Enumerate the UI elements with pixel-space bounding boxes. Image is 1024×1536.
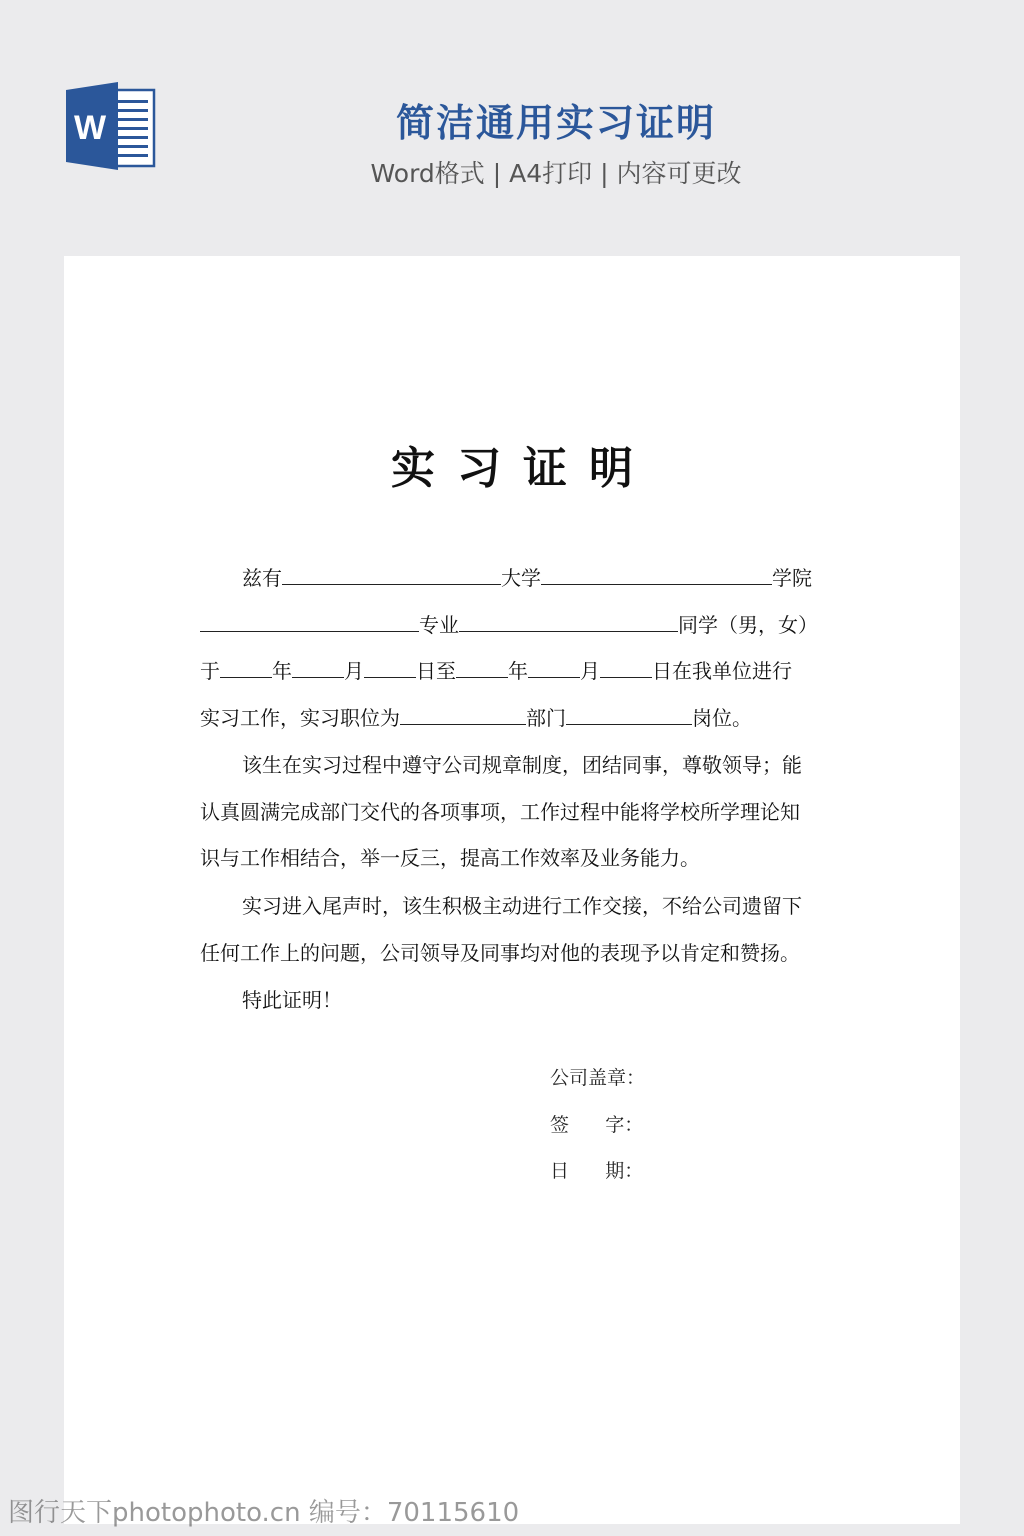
text-segment: 于 (200, 659, 220, 683)
closing-line: 特此证明！ (242, 988, 342, 1012)
fill-blank-end-month[interactable] (528, 657, 580, 678)
company-seal-label: 公司盖章： (550, 1067, 646, 1089)
paragraph-line (242, 563, 840, 593)
date-label: 日 期： (550, 1160, 644, 1182)
text-segment: 同学（男，女） (678, 613, 818, 637)
fill-blank-university[interactable] (541, 564, 772, 585)
page-subtitle: Word格式 | A4打印 | 内容可更改 (370, 159, 742, 188)
fill-blank-start-year[interactable] (220, 657, 272, 678)
fill-blank-start-month[interactable] (292, 657, 344, 678)
paragraph-line: 识与工作相结合，举一反三，提高工作效率及业务能力。 (200, 846, 700, 870)
paragraph-line (200, 703, 840, 733)
page-title: 简洁通用实习证明 (395, 101, 716, 145)
text-segment: 月 (344, 659, 364, 683)
fill-blank-department[interactable] (400, 704, 526, 725)
document-title: 实习证明 (391, 443, 655, 494)
paragraph-line: 该生在实习过程中遵守公司规章制度，团结同事，尊敬领导；能 (242, 753, 802, 777)
fill-blank-name[interactable] (282, 564, 501, 585)
text-segment: 学院 (772, 566, 812, 590)
svg-text:W: W (73, 109, 107, 147)
text-segment: 专业 (419, 613, 459, 637)
watermark-text: 图行天下photophoto.cn 编号：70115610 (8, 1498, 520, 1528)
fill-blank-end-year[interactable] (456, 657, 508, 678)
text-segment: 兹有 (242, 566, 282, 590)
fill-blank-college[interactable] (200, 611, 419, 632)
paragraph-line (200, 610, 840, 640)
fill-blank-position[interactable] (566, 704, 692, 725)
paragraph-line: 任何工作上的问题，公司领导及同事均对他的表现予以肯定和赞扬。 (200, 941, 800, 965)
text-segment: 年 (272, 659, 292, 683)
paragraph-line (200, 656, 840, 686)
word-doc-icon (64, 82, 156, 170)
text-segment: 大学 (501, 566, 541, 590)
fill-blank-major[interactable] (459, 611, 678, 632)
text-segment: 月 (580, 659, 600, 683)
text-segment: 岗位。 (692, 706, 752, 730)
text-segment: 日在我单位进行 (652, 659, 792, 683)
fill-blank-end-day[interactable] (600, 657, 652, 678)
signature-label: 签 字： (550, 1114, 644, 1136)
text-segment: 部门 (526, 706, 566, 730)
paragraph-line: 认真圆满完成部门交代的各项事项，工作过程中能将学校所学理论知 (200, 800, 800, 824)
text-segment: 实习工作，实习职位为 (200, 706, 400, 730)
fill-blank-start-day[interactable] (364, 657, 416, 678)
text-segment: 年 (508, 659, 528, 683)
text-segment: 日至 (416, 659, 456, 683)
paragraph-line: 实习进入尾声时，该生积极主动进行工作交接，不给公司遗留下 (242, 894, 802, 918)
